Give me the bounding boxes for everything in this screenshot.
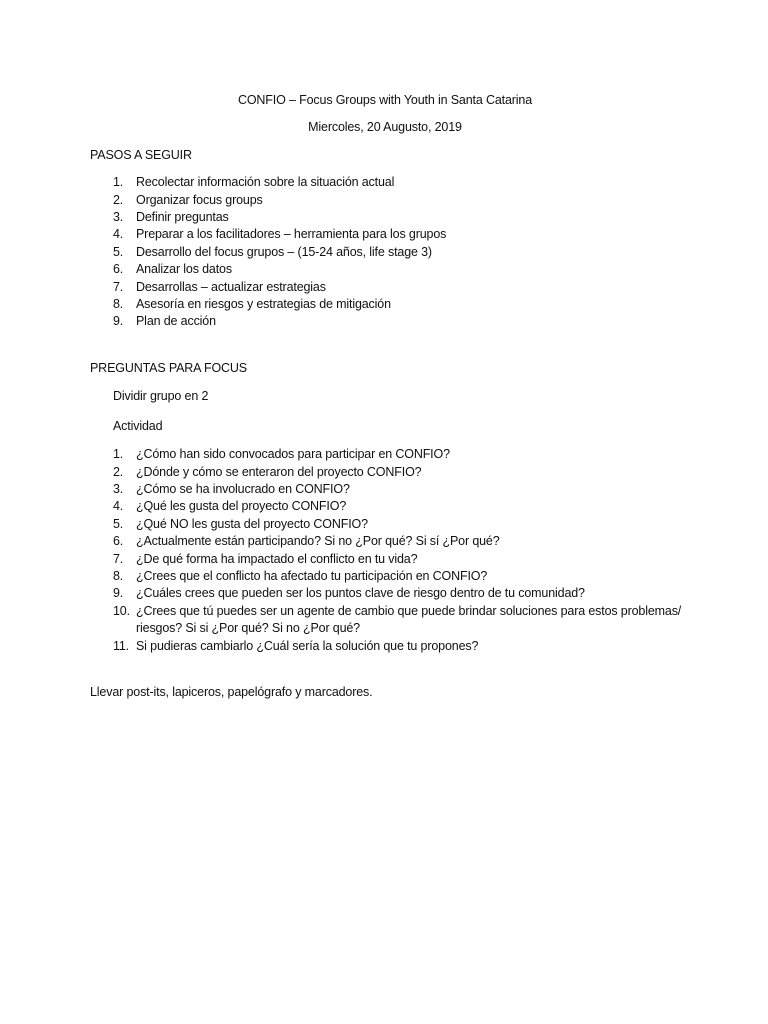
list-item-number: 2.: [113, 192, 124, 207]
list-item-text: ¿Cómo han sido convocados para participar en CONFIO?: [136, 447, 450, 462]
group-split-note: Dividir grupo en 2: [113, 389, 209, 404]
list-item-text: ¿Cómo se ha involucrado en CONFIO?: [136, 481, 350, 496]
list-item-number: 7.: [113, 279, 124, 294]
questions-list: [90, 446, 690, 655]
list-item: [90, 603, 690, 638]
steps-list: [90, 174, 690, 331]
list-item-text: ¿Crees que el conflicto ha afectado tu participación en CONFIO?: [136, 568, 488, 583]
list-item: [90, 226, 690, 243]
list-item-text: Desarrollo del focus grupos – (15-24 años, life stage 3): [136, 244, 432, 259]
list-item-text: Definir preguntas: [136, 210, 229, 225]
list-item: [90, 244, 690, 261]
list-item-text: Analizar los datos: [136, 262, 232, 277]
list-item-number: 7.: [113, 551, 124, 566]
list-item-number: 3.: [113, 210, 124, 225]
list-item-number: 11.: [113, 638, 129, 653]
list-item: [90, 192, 690, 209]
list-item-text: ¿De qué forma ha impactado el conflicto en tu vida?: [136, 551, 418, 566]
section-heading-questions: PREGUNTAS PARA FOCUS: [90, 360, 247, 375]
activity-label: Actividad: [113, 418, 163, 433]
list-item-text: ¿Cuáles crees que pueden ser los puntos clave de riesgo dentro de tu comunidad?: [136, 586, 585, 601]
list-item-number: 2.: [113, 464, 124, 479]
list-item: [90, 533, 690, 550]
document-body: [90, 92, 690, 701]
list-item: [90, 568, 690, 585]
list-item: [90, 261, 690, 278]
list-item: [90, 296, 690, 313]
list-item-number: 10.: [113, 603, 130, 618]
list-item-number: 3.: [113, 481, 124, 496]
list-item-text: ¿Qué NO les gusta del proyecto CONFIO?: [136, 516, 368, 531]
list-item-text: ¿Qué les gusta del proyecto CONFIO?: [136, 499, 347, 514]
list-item-text: Preparar a los facilitadores – herramienta para los grupos: [136, 227, 447, 242]
closing-note: Llevar post-its, lapiceros, papelógrafo y marcadores.: [90, 684, 373, 699]
list-item: [90, 464, 690, 481]
list-item-text: ¿Dónde y cómo se enteraron del proyecto CONFIO?: [136, 464, 422, 479]
list-item-text: Recolectar información sobre la situación actual: [136, 175, 395, 190]
list-item-number: 5.: [113, 516, 124, 531]
list-item-number: 6.: [113, 262, 124, 277]
list-item: [90, 551, 690, 568]
list-item-number: 4.: [113, 499, 124, 514]
list-item-text: Asesoría en riesgos y estrategias de mitigación: [136, 297, 391, 312]
list-item-number: 8.: [113, 297, 124, 312]
list-item-number: 1.: [113, 175, 124, 190]
list-item: [90, 516, 690, 533]
list-item: [90, 174, 690, 191]
list-item-number: 9.: [113, 314, 124, 329]
list-item-text: ¿Crees que tú puedes ser un agente de cambio que puede brindar soluciones para estos problemas/ riesgos? Si si ¿Por qué? Si no ¿Por qué?: [136, 603, 682, 636]
list-item-number: 8.: [113, 568, 124, 583]
document-date: Miercoles, 20 Augusto, 2019: [308, 120, 462, 135]
list-item: [90, 446, 690, 463]
list-item-text: Plan de acción: [136, 314, 216, 329]
list-item-text: Si pudieras cambiarlo ¿Cuál sería la solución que tu propones?: [136, 638, 479, 653]
list-item-text: Organizar focus groups: [136, 192, 263, 207]
list-item-text: Desarrollas – actualizar estrategias: [136, 279, 326, 294]
list-item: [90, 498, 690, 515]
list-item-number: 6.: [113, 534, 124, 549]
list-item-number: 1.: [113, 447, 124, 462]
list-item: [90, 313, 690, 330]
list-item: [90, 209, 690, 226]
list-item-text: ¿Actualmente están participando? Si no ¿Por qué? Si sí ¿Por qué?: [136, 534, 500, 549]
list-item: [90, 585, 690, 602]
list-item-number: 9.: [113, 586, 124, 601]
list-item-number: 4.: [113, 227, 124, 242]
section-heading-steps: PASOS A SEGUIR: [90, 147, 192, 162]
document-title: CONFIO – Focus Groups with Youth in Santa Catarina: [237, 93, 533, 107]
list-item-number: 5.: [113, 244, 124, 259]
list-item: [90, 481, 690, 498]
list-item: [90, 279, 690, 296]
list-item: [90, 638, 690, 655]
